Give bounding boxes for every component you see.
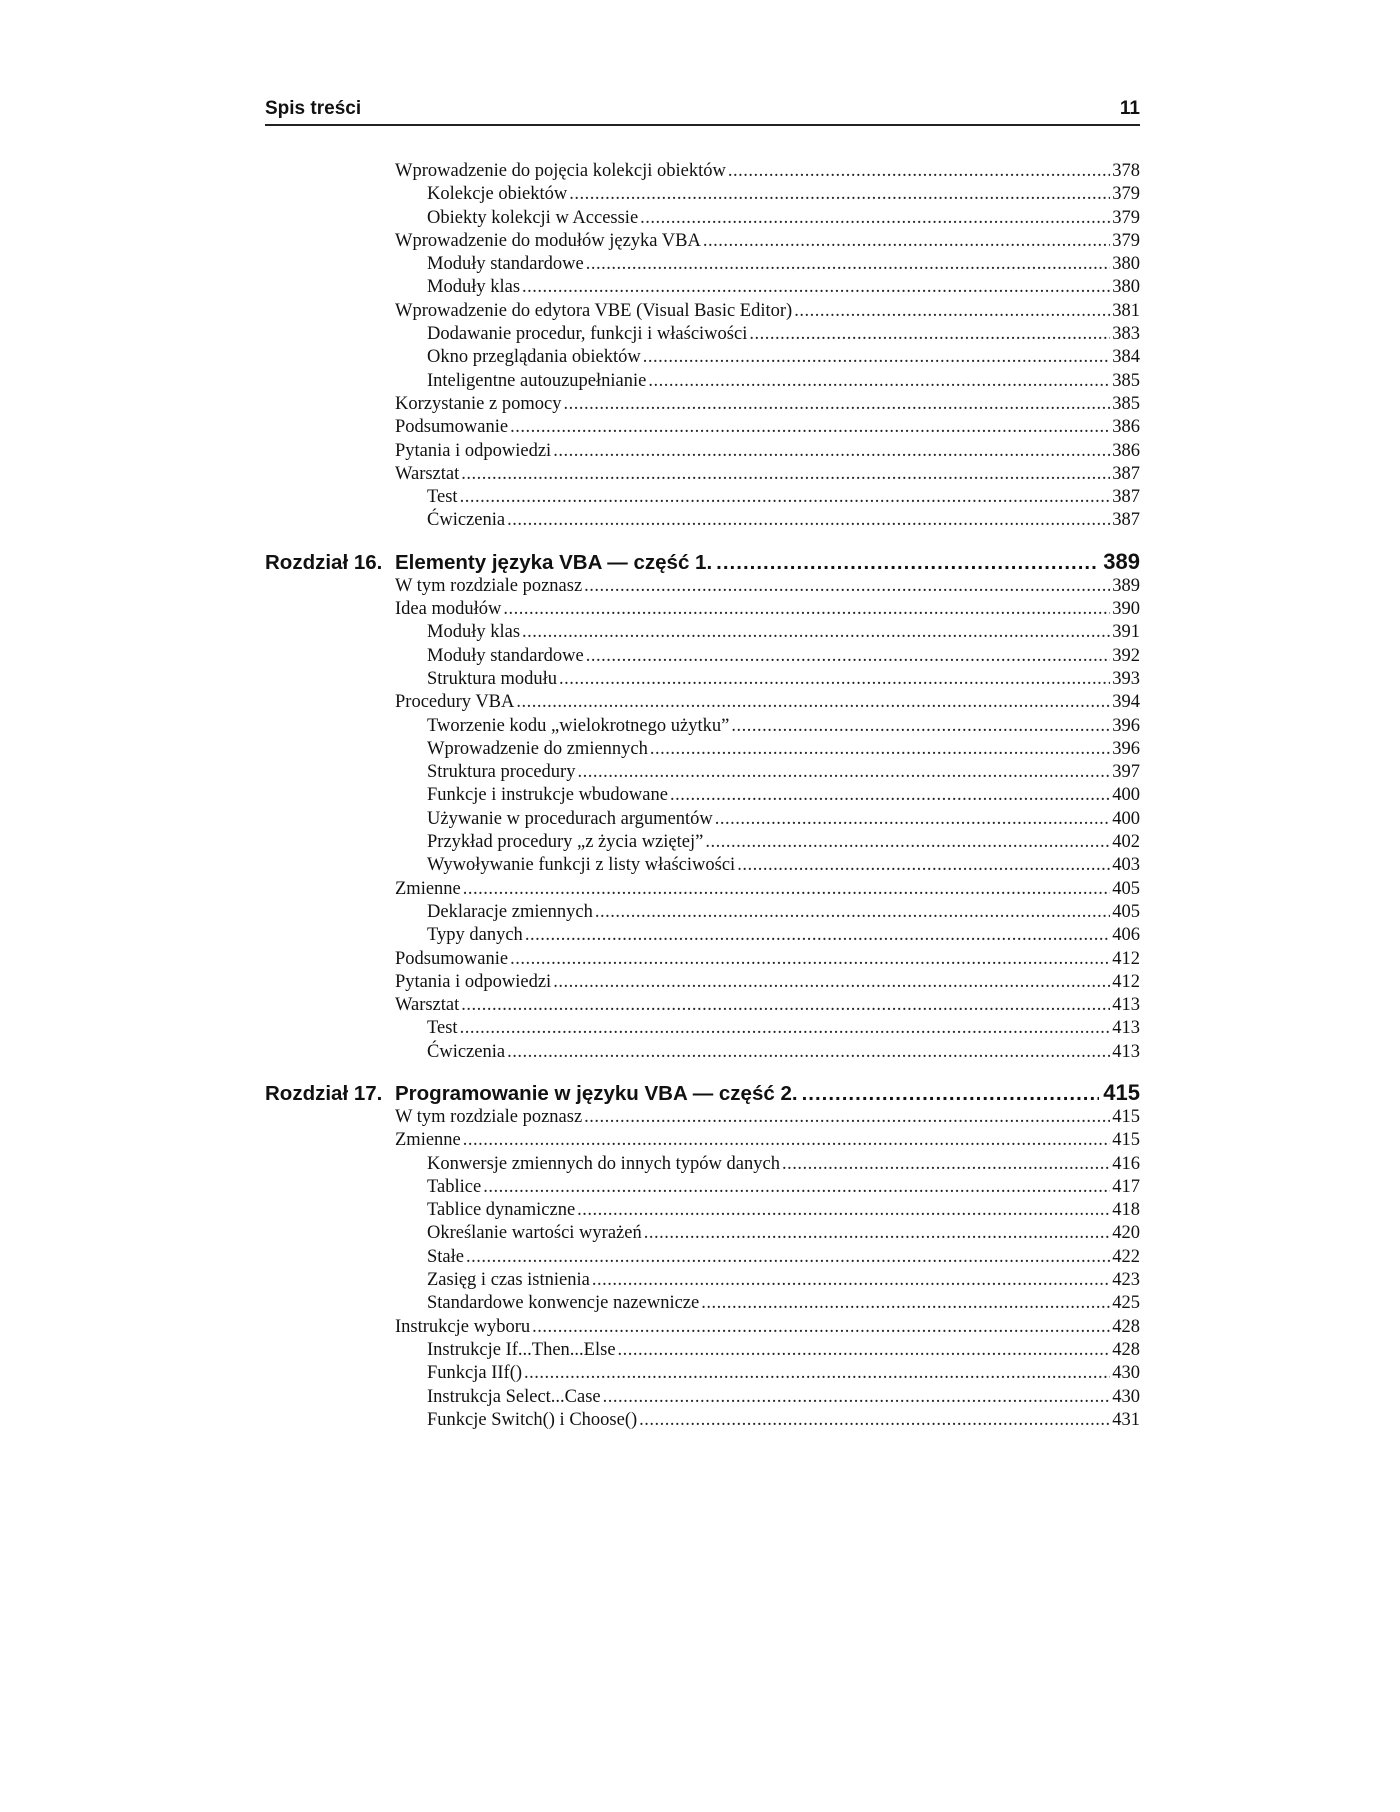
- entry-title: Instrukcje wyboru: [395, 1316, 531, 1337]
- dot-leader: [643, 346, 1111, 369]
- toc-entry-subsection: [265, 901, 1140, 924]
- dot-leader: [737, 854, 1110, 877]
- dot-leader: [584, 1106, 1110, 1129]
- entry-page-number: 387: [1112, 510, 1140, 531]
- toc-entry-section: [265, 440, 1140, 463]
- entry-page-number: 384: [1112, 347, 1140, 368]
- entry-title: Moduły klas: [427, 622, 521, 643]
- entry-title: Wywoływanie funkcji z listy właściwości: [427, 855, 736, 876]
- dot-leader: [584, 575, 1110, 598]
- entry-page-number: 403: [1112, 855, 1140, 876]
- entry-title: Warsztat: [395, 995, 460, 1016]
- entry-page-number: 428: [1112, 1316, 1140, 1337]
- entry-title: Tablice dynamiczne: [427, 1200, 576, 1221]
- toc-entry-subsection: [265, 738, 1140, 761]
- table-of-contents: [265, 160, 1140, 1432]
- entry-page-number: 396: [1112, 715, 1140, 736]
- entry-title: Instrukcja Select...Case: [427, 1386, 601, 1407]
- entry-page-number: 379: [1112, 230, 1140, 251]
- entry-title: Wprowadzenie do edytora VBE (Visual Basic Editor): [395, 300, 793, 321]
- entry-page-number: 383: [1112, 324, 1140, 345]
- entry-title: Kolekcje obiektów: [427, 184, 568, 205]
- dot-leader: [618, 1339, 1111, 1362]
- dot-leader: [460, 1017, 1111, 1040]
- entry-page-number: 396: [1112, 738, 1140, 759]
- toc-entry-section: [265, 971, 1140, 994]
- dot-leader: [715, 808, 1110, 831]
- entry-page-number: 413: [1112, 995, 1140, 1016]
- entry-title: Korzystanie z pomocy: [395, 393, 562, 414]
- dot-leader: [507, 1041, 1110, 1064]
- chapter-number: Rozdział 16.: [265, 550, 383, 574]
- section-title: Spis treści: [265, 98, 362, 119]
- dot-leader: [466, 1246, 1110, 1269]
- entry-page-number: 386: [1112, 440, 1140, 461]
- dot-leader: [532, 1316, 1110, 1339]
- dot-leader: [510, 948, 1110, 971]
- toc-entry-section: [265, 416, 1140, 439]
- dot-leader: [728, 160, 1110, 183]
- entry-title: Przykład procedury „z życia wziętej”: [427, 832, 704, 853]
- dot-leader: [460, 486, 1111, 509]
- entry-title: Ćwiczenia: [427, 1041, 506, 1062]
- entry-page-number: 416: [1112, 1153, 1140, 1174]
- entry-title: Okno przeglądania obiektów: [427, 347, 641, 368]
- toc-entry-subsection: [265, 668, 1140, 691]
- entry-page-number: 380: [1112, 277, 1140, 298]
- dot-leader: [577, 761, 1110, 784]
- toc-entry-section: [265, 230, 1140, 253]
- entry-title: W tym rozdziale poznasz: [395, 1106, 583, 1127]
- entry-title: Wprowadzenie do zmiennych: [427, 738, 648, 759]
- chapter-page-number: 389: [1103, 548, 1140, 574]
- dot-leader: [461, 463, 1110, 486]
- page-number: 11: [1119, 98, 1140, 119]
- dot-leader: [731, 715, 1110, 738]
- entry-title: Struktura procedury: [427, 762, 576, 783]
- dot-leader: [463, 878, 1110, 901]
- entry-page-number: 406: [1112, 925, 1140, 946]
- entry-page-number: 387: [1112, 463, 1140, 484]
- toc-entry-subsection: [265, 1222, 1140, 1245]
- toc-entry-subsection: [265, 831, 1140, 854]
- dot-leader: [794, 300, 1110, 323]
- toc-entry-subsection: [265, 370, 1140, 393]
- entry-title: Dodawanie procedur, funkcji i właściwości: [427, 324, 748, 345]
- toc-entry-subsection: [265, 761, 1140, 784]
- entry-title: Zasięg i czas istnienia: [427, 1270, 590, 1291]
- toc-entry-subsection: [265, 784, 1140, 807]
- toc-entry-section: [265, 1316, 1140, 1339]
- toc-entry-subsection: [265, 1153, 1140, 1176]
- chapter-page-number: 415: [1103, 1079, 1140, 1105]
- entry-title: Instrukcje If...Then...Else: [427, 1339, 616, 1360]
- toc-entry-subsection: [265, 1339, 1140, 1362]
- entry-title: Używanie w procedurach argumentów: [427, 808, 713, 829]
- dot-leader: [705, 831, 1110, 854]
- toc-entry-subsection: [265, 621, 1140, 644]
- dot-leader: [503, 598, 1110, 621]
- dot-leader: [510, 416, 1110, 439]
- entry-page-number: 418: [1112, 1200, 1140, 1221]
- entry-title: Zmienne: [395, 1130, 461, 1151]
- toc-entry-subsection: [265, 1409, 1140, 1432]
- running-header: [265, 94, 1140, 126]
- dot-leader: [553, 971, 1110, 994]
- toc-entry-section: [265, 1106, 1140, 1129]
- chapter-number: Rozdział 17.: [265, 1081, 383, 1105]
- entry-title: Inteligentne autouzupełnianie: [427, 370, 647, 391]
- toc-entry-subsection: [265, 1386, 1140, 1409]
- entry-page-number: 379: [1112, 184, 1140, 205]
- toc-entry-subsection: [265, 1199, 1140, 1222]
- entry-title: Pytania i odpowiedzi: [395, 971, 552, 992]
- entry-title: W tym rozdziale poznasz: [395, 575, 583, 596]
- entry-page-number: 430: [1112, 1363, 1140, 1384]
- dot-leader: [802, 1080, 1100, 1107]
- entry-page-number: 390: [1112, 599, 1140, 620]
- toc-entry-subsection: [265, 183, 1140, 206]
- entry-page-number: 391: [1112, 622, 1140, 643]
- dot-leader: [522, 276, 1110, 299]
- entry-page-number: 402: [1112, 832, 1140, 853]
- entry-page-number: 387: [1112, 487, 1140, 508]
- entry-title: Podsumowanie: [395, 417, 509, 438]
- entry-page-number: 420: [1112, 1223, 1140, 1244]
- entry-page-number: 380: [1112, 254, 1140, 275]
- toc-entry-section: [265, 691, 1140, 714]
- entry-page-number: 385: [1112, 393, 1140, 414]
- toc-entry-subsection: [265, 645, 1140, 668]
- entry-page-number: 394: [1112, 692, 1140, 713]
- entry-page-number: 405: [1112, 901, 1140, 922]
- entry-page-number: 393: [1112, 668, 1140, 689]
- entry-title: Idea modułów: [395, 599, 502, 620]
- entry-page-number: 389: [1112, 575, 1140, 596]
- toc-entry-subsection: [265, 1041, 1140, 1064]
- entry-page-number: 417: [1112, 1176, 1140, 1197]
- dot-leader: [670, 784, 1110, 807]
- entry-title: Ćwiczenia: [427, 510, 506, 531]
- toc-entry-subsection: [265, 1017, 1140, 1040]
- entry-page-number: 400: [1112, 785, 1140, 806]
- chapter-title: Programowanie w języku VBA — część 2.: [395, 1081, 798, 1105]
- dot-leader: [569, 183, 1110, 206]
- toc-entry-subsection: [265, 808, 1140, 831]
- dot-leader: [749, 323, 1110, 346]
- dot-leader: [595, 901, 1110, 924]
- toc-entry-subsection: [265, 276, 1140, 299]
- entry-title: Struktura modułu: [427, 668, 558, 689]
- dot-leader: [603, 1386, 1111, 1409]
- toc-entry-subsection: [265, 1246, 1140, 1269]
- entry-page-number: 412: [1112, 971, 1140, 992]
- dot-leader: [553, 440, 1110, 463]
- entry-title: Moduły standardowe: [427, 645, 584, 666]
- toc-entry-subsection: [265, 207, 1140, 230]
- entry-title: Zmienne: [395, 878, 461, 899]
- entry-page-number: 423: [1112, 1270, 1140, 1291]
- entry-page-number: 400: [1112, 808, 1140, 829]
- entry-page-number: 386: [1112, 417, 1140, 438]
- entry-title: Procedury VBA: [395, 692, 515, 713]
- toc-entry-subsection: [265, 854, 1140, 877]
- entry-page-number: 413: [1112, 1018, 1140, 1039]
- entry-page-number: 415: [1112, 1106, 1140, 1127]
- dot-leader: [522, 621, 1110, 644]
- dot-leader: [701, 1292, 1110, 1315]
- entry-page-number: 392: [1112, 645, 1140, 666]
- toc-entry-section: [265, 300, 1140, 323]
- entry-title: Podsumowanie: [395, 948, 509, 969]
- entry-title: Moduły standardowe: [427, 254, 584, 275]
- toc-entry-section: [265, 393, 1140, 416]
- toc-chapter-heading: [265, 1079, 1140, 1106]
- dot-leader: [463, 1129, 1110, 1152]
- entry-page-number: 381: [1112, 300, 1140, 321]
- dot-leader: [644, 1222, 1111, 1245]
- entry-title: Moduły klas: [427, 277, 521, 298]
- dot-leader: [507, 509, 1110, 532]
- dot-leader: [559, 668, 1110, 691]
- entry-title: Obiekty kolekcji w Accessie: [427, 207, 639, 228]
- dot-leader: [640, 207, 1110, 230]
- toc-entry-section: [265, 575, 1140, 598]
- entry-title: Standardowe konwencje nazewnicze: [427, 1293, 700, 1314]
- entry-page-number: 412: [1112, 948, 1140, 969]
- dot-leader: [586, 253, 1111, 276]
- entry-title: Pytania i odpowiedzi: [395, 440, 552, 461]
- entry-title: Tworzenie kodu „wielokrotnego użytku”: [427, 715, 730, 736]
- dot-leader: [648, 370, 1110, 393]
- entry-title: Test: [427, 487, 458, 508]
- entry-page-number: 415: [1112, 1130, 1140, 1151]
- entry-page-number: 430: [1112, 1386, 1140, 1407]
- entry-title: Tablice: [427, 1176, 482, 1197]
- entry-page-number: 422: [1112, 1246, 1140, 1267]
- entry-title: Stałe: [427, 1246, 464, 1267]
- entry-title: Funkcja IIf(): [427, 1363, 523, 1384]
- toc-entry-subsection: [265, 1269, 1140, 1292]
- entry-title: Funkcje i instrukcje wbudowane: [427, 785, 668, 806]
- entry-title: Wprowadzenie do pojęcia kolekcji obiektów: [395, 161, 726, 181]
- dot-leader: [483, 1176, 1110, 1199]
- toc-entry-subsection: [265, 346, 1140, 369]
- toc-entry-subsection: [265, 924, 1140, 947]
- entry-title: Test: [427, 1018, 458, 1039]
- toc-entry-subsection: [265, 323, 1140, 346]
- dot-leader: [586, 645, 1111, 668]
- dot-leader: [524, 1362, 1110, 1385]
- chapter-title: Elementy języka VBA — część 1.: [395, 550, 713, 574]
- entry-title: Określanie wartości wyrażeń: [427, 1223, 642, 1244]
- toc-entry-section: [265, 948, 1140, 971]
- toc-entry-section: [265, 1129, 1140, 1152]
- entry-page-number: 405: [1112, 878, 1140, 899]
- entry-page-number: 428: [1112, 1339, 1140, 1360]
- entry-title: Typy danych: [427, 925, 523, 946]
- toc-entry-subsection: [265, 1292, 1140, 1315]
- dot-leader: [703, 230, 1110, 253]
- dot-leader: [782, 1153, 1110, 1176]
- dot-leader: [525, 924, 1110, 947]
- entry-title: Funkcje Switch() i Choose(): [427, 1409, 638, 1430]
- entry-title: Konwersje zmiennych do innych typów danych: [427, 1153, 780, 1174]
- dot-leader: [716, 549, 1099, 576]
- dot-leader: [461, 994, 1110, 1017]
- entry-page-number: 413: [1112, 1041, 1140, 1062]
- toc-entry-section: [265, 878, 1140, 901]
- entry-page-number: 431: [1112, 1409, 1140, 1430]
- dot-leader: [563, 393, 1110, 416]
- entry-page-number: 378: [1112, 161, 1140, 181]
- toc-entry-subsection: [265, 509, 1140, 532]
- entry-title: Deklaracje zmiennych: [427, 901, 593, 922]
- entry-page-number: 379: [1112, 207, 1140, 228]
- dot-leader: [577, 1199, 1110, 1222]
- toc-entry-subsection: [265, 715, 1140, 738]
- dot-leader: [650, 738, 1110, 761]
- toc-entry-subsection: [265, 1362, 1140, 1385]
- toc-entry-section: [265, 160, 1140, 183]
- toc-entry-subsection: [265, 253, 1140, 276]
- entry-title: Wprowadzenie do modułów języka VBA: [395, 230, 701, 251]
- entry-page-number: 425: [1112, 1293, 1140, 1314]
- toc-entry-subsection: [265, 486, 1140, 509]
- toc-entry-section: [265, 463, 1140, 486]
- entry-page-number: 397: [1112, 762, 1140, 783]
- dot-leader: [592, 1269, 1110, 1292]
- toc-entry-section: [265, 598, 1140, 621]
- entry-page-number: 385: [1112, 370, 1140, 391]
- dot-leader: [516, 691, 1110, 714]
- toc-entry-subsection: [265, 1176, 1140, 1199]
- entry-title: Warsztat: [395, 463, 460, 484]
- toc-chapter-heading: [265, 548, 1140, 575]
- dot-leader: [639, 1409, 1110, 1432]
- toc-entry-section: [265, 994, 1140, 1017]
